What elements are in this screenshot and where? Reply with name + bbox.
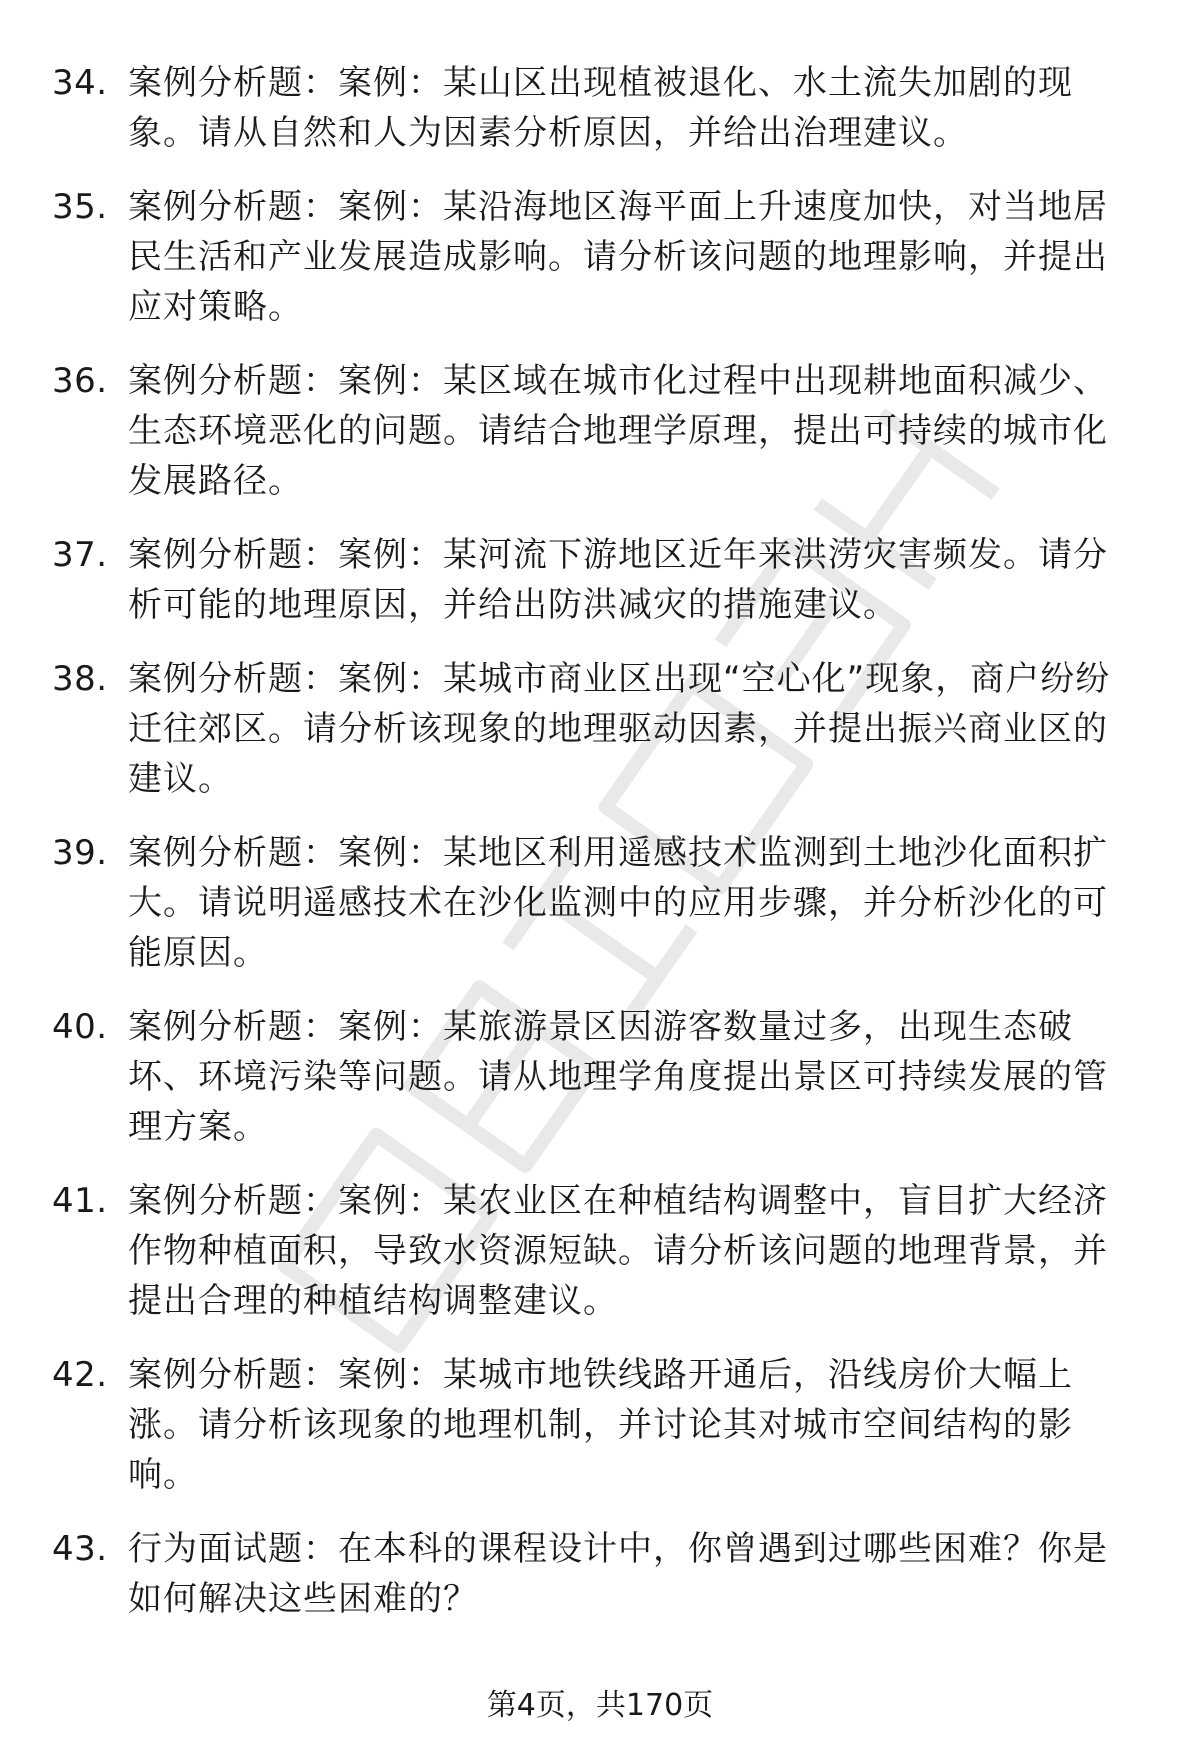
question-number: 35. — [52, 187, 108, 227]
question-item — [52, 1350, 1142, 1500]
question-number: 41. — [52, 1181, 108, 1221]
question-item — [52, 530, 1142, 630]
question-text: 案例分析题：案例：某区域在城市化过程中出现耕地面积减少、生态环境恶化的问题。请结合地理学原理，提出可持续的城市化发展路径。 — [128, 361, 1108, 501]
question-item — [52, 828, 1142, 978]
question-item — [52, 58, 1142, 158]
question-text: 案例分析题：案例：某旅游景区因游客数量过多，出现生态破坏、环境污染等问题。请从地理学角度提出景区可持续发展的管理方案。 — [128, 1007, 1108, 1147]
question-number: 40. — [52, 1007, 108, 1047]
question-list — [52, 58, 1142, 1648]
question-number: 43. — [52, 1529, 108, 1569]
question-item — [52, 1176, 1142, 1326]
question-item — [52, 356, 1142, 506]
question-text: 案例分析题：案例：某城市地铁线路开通后，沿线房价大幅上涨。请分析该现象的地理机制，并讨论其对城市空间结构的影响。 — [128, 1355, 1073, 1495]
page-number-footer: 第4页，共170页 — [486, 1688, 714, 1723]
question-text: 案例分析题：案例：某河流下游地区近年来洪涝灾害频发。请分析可能的地理原因，并给出防洪减灾的措施建议。 — [128, 535, 1108, 625]
question-number: 34. — [52, 63, 108, 103]
question-text: 案例分析题：案例：某城市商业区出现“空心化”现象，商户纷纷迁往郊区。请分析该现象的地理驱动因素，并提出振兴商业区的建议。 — [128, 659, 1111, 799]
question-item — [52, 1524, 1142, 1624]
question-item — [52, 654, 1142, 804]
question-number: 37. — [52, 535, 108, 575]
question-number: 42. — [52, 1355, 108, 1395]
question-item — [52, 182, 1142, 332]
question-text: 行为面试题：在本科的课程设计中，你曾遇到过哪些困难？你是如何解决这些困难的？ — [128, 1529, 1108, 1619]
question-text: 案例分析题：案例：某农业区在种植结构调整中，盲目扩大经济作物种植面积，导致水资源短缺。请分析该问题的地理背景，并提出合理的种植结构调整建议。 — [128, 1181, 1108, 1321]
question-number: 36. — [52, 361, 108, 401]
question-text: 案例分析题：案例：某地区利用遥感技术监测到土地沙化面积扩大。请说明遥感技术在沙化监测中的应用步骤，并分析沙化的可能原因。 — [128, 833, 1108, 973]
question-number: 39. — [52, 833, 108, 873]
question-text: 案例分析题：案例：某山区出现植被退化、水土流失加剧的现象。请从自然和人为因素分析原因，并给出治理建议。 — [128, 63, 1073, 153]
question-text: 案例分析题：案例：某沿海地区海平面上升速度加快，对当地居民生活和产业发展造成影响。请分析该问题的地理影响，并提出应对策略。 — [128, 187, 1108, 327]
question-number: 38. — [52, 659, 108, 699]
question-item — [52, 1002, 1142, 1152]
